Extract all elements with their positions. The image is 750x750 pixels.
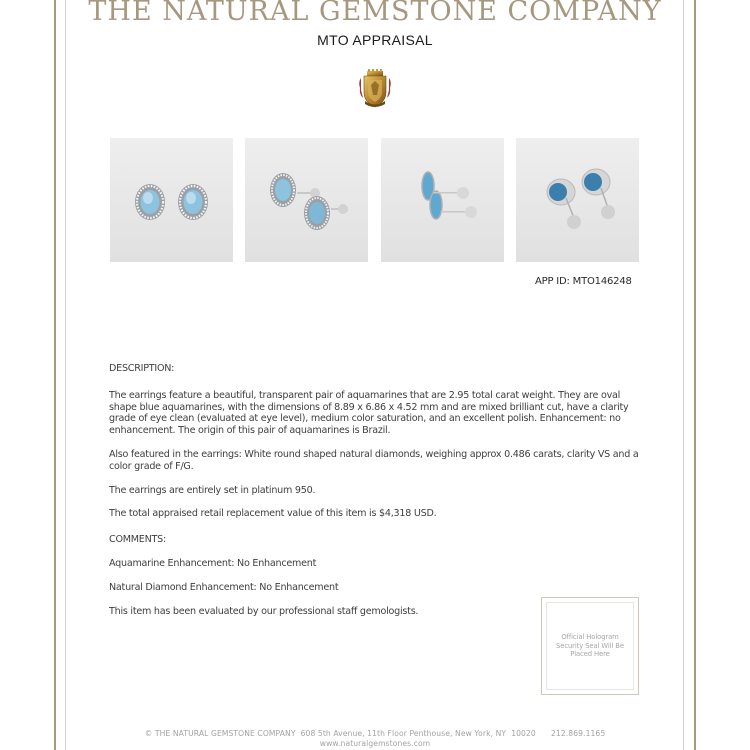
hologram-seal-placeholder [541, 597, 639, 695]
page-border-right [694, 0, 696, 750]
comment-line: Aquamarine Enhancement: No Enhancement [109, 557, 317, 569]
product-gallery [110, 138, 640, 262]
footer [0, 729, 750, 749]
document-title: MTO APPRAISAL [317, 32, 433, 48]
footer-phone: 212.869.1165 [550, 729, 606, 738]
comment-line: Natural Diamond Enhancement: No Enhancement [109, 581, 339, 593]
page-border-inner-left [65, 0, 66, 750]
footer-contact-line [0, 729, 750, 739]
description-heading: DESCRIPTION: [109, 363, 175, 374]
page-border-left [54, 0, 56, 750]
footer-website[interactable]: www.naturalgemstones.com [319, 739, 431, 748]
appraised-value: The total appraised retail replacement value of this item is $4,318 USD. [109, 508, 437, 520]
hologram-seal-text: Official Hologram Security Seal Will Be Placed Here [556, 633, 624, 659]
product-photo-back[interactable] [516, 138, 639, 262]
appraisal-id: APP ID: MTO146248 [535, 276, 632, 287]
appraisal-body [109, 363, 649, 629]
description-paragraph: The earrings are entirely set in platinum 950. [109, 484, 316, 496]
comments-heading: COMMENTS: [109, 534, 166, 546]
product-photo-angled[interactable] [245, 138, 368, 262]
product-photo-side[interactable] [381, 138, 504, 262]
page-border-inner-right [683, 0, 684, 750]
crest-icon [357, 68, 393, 110]
footer-address: 608 5th Avenue, 11th Floor Penthouse, New York, NY 10020 [300, 729, 536, 738]
product-photo-front[interactable] [110, 138, 233, 262]
description-paragraph: Also featured in the earrings: White round shaped natural diamonds, weighing approx 0.486 carats, clarity VS and a color grade of F/G. [109, 448, 639, 472]
comment-line: This item has been evaluated by our professional staff gemologists. [109, 605, 419, 617]
company-title: THE NATURAL GEMSTONE COMPANY [88, 0, 662, 27]
footer-copyright: © THE NATURAL GEMSTONE COMPANY [144, 729, 296, 738]
hologram-seal-inner [546, 602, 634, 690]
description-paragraph: The earrings feature a beautiful, transparent pair of aquamarines that are 2.95 total carat weight. They are oval shape blue aquamarines, with the dimensions of 8.89 x 6.86 x 4.52 mm and are mixed brilliant cut, have a clarity grade of eye clean (evaluated at eye level), medium color saturation, and an excellent polish. Enhancement: no enhancement. The origin of this pair of aquamarines is Brazil. [109, 389, 629, 437]
